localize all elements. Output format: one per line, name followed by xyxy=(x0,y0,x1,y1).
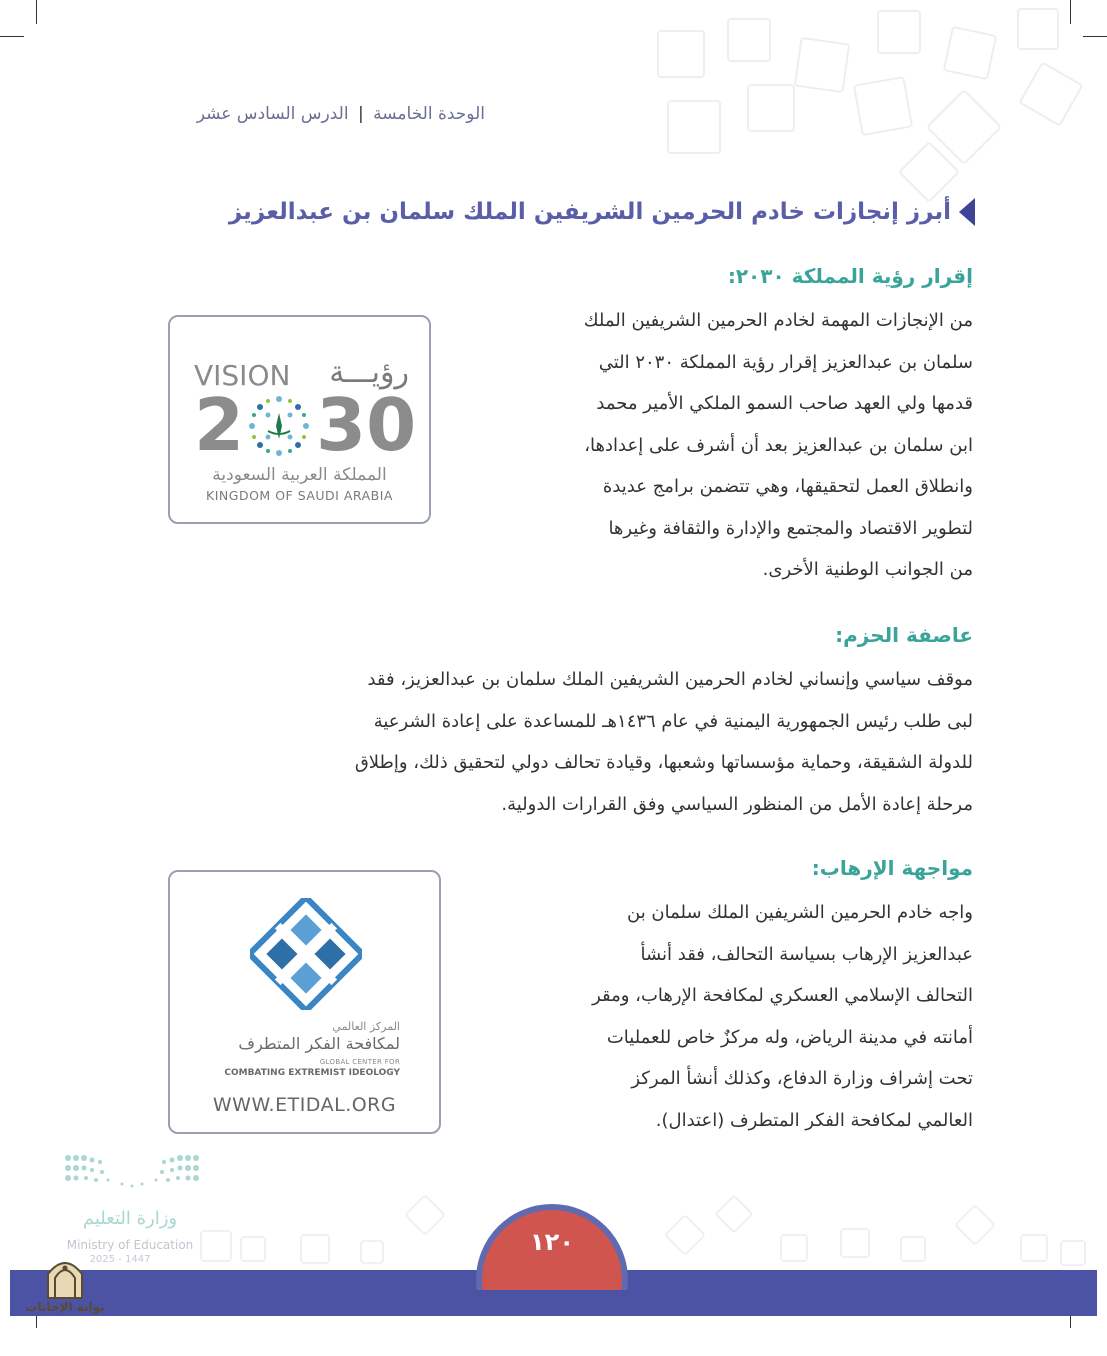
text-line: من الجوانب الوطنية الأخرى. xyxy=(762,559,973,580)
paragraph-storm xyxy=(168,659,973,825)
etidal-emblem-icon xyxy=(250,898,362,1010)
ministry-dots-icon xyxy=(62,1152,202,1192)
text-line: عبدالعزيز الإرهاب بسياسة التحالف، فقد أنشأ xyxy=(640,943,973,965)
text-line: سلمان بن عبدالعزيز إقرار رؤية المملكة ٢٠٣٠ التي xyxy=(598,351,973,373)
vision-digits xyxy=(192,383,417,467)
watermark-text: بوابة الإجابات xyxy=(25,1300,105,1314)
text-line: واجه خادم الحرمين الشريفين الملك سلمان بن xyxy=(627,902,973,923)
page-number-badge xyxy=(476,1204,628,1356)
main-title-text: أبرز إنجازات خادم الحرمين الشريفين الملك سلمان بن عبدالعزيز xyxy=(228,199,951,225)
section-title-vision: إقرار رؤية المملكة ٢٠٣٠: xyxy=(727,264,973,288)
lesson-label: الدرس السادس عشر xyxy=(196,104,349,124)
text-line: ابن سلمان بن عبدالعزيز بعد أن أشرف على إعدادها، xyxy=(584,434,973,456)
section-title-terror: مواجهة الإرهاب: xyxy=(811,856,973,880)
text-line: لتطوير الاقتصاد والمجتمع والإدارة والثقافة وغيرها xyxy=(608,517,973,539)
etidal-arabic-line1: المركز العالمي xyxy=(332,1020,400,1033)
chevron-left-icon xyxy=(959,198,975,226)
ministry-year: 2025 - 1447 xyxy=(89,1254,151,1265)
text-line: مرحلة إعادة الأمل من المنظور السياسي وفق القرارات الدولية. xyxy=(501,793,973,815)
vision-latin: VISION xyxy=(194,359,291,392)
etidal-logo xyxy=(168,870,441,1134)
decorative-pattern xyxy=(647,0,1107,230)
section-title-storm: عاصفة الحزم: xyxy=(835,623,973,647)
etidal-english-line2: COMBATING EXTREMIST IDEOLOGY xyxy=(224,1068,400,1078)
main-title xyxy=(229,198,975,226)
unit-lesson-header xyxy=(197,104,485,124)
vision-arabic: رؤيـــة xyxy=(329,355,409,390)
watermark-logo-icon xyxy=(44,1254,86,1300)
text-line: لبى طلب رئيس الجمهورية اليمنية في عام ١٤٣٦هـ للمساعدة على إعادة الشرعية xyxy=(373,710,973,732)
text-line: أمانته في مدينة الرياض، وله مركزٌ خاص للعمليات xyxy=(606,1026,973,1048)
vision-emblem-icon xyxy=(246,393,312,459)
kingdom-arabic: المملكة العربية السعودية xyxy=(212,465,387,485)
text-line: موقف سياسي وإنساني لخادم الحرمين الشريفين الملك سلمان بن عبدالعزيز، فقد xyxy=(367,669,973,690)
text-line: التحالف الإسلامي العسكري لمكافحة الإرهاب، ومقر xyxy=(592,985,973,1006)
paragraph-terror xyxy=(479,892,973,1141)
paragraph-vision xyxy=(468,300,973,591)
text-line: تحت إشراف وزارة الدفاع، وكذلك أنشأ المركز xyxy=(631,1068,973,1089)
etidal-url: WWW.ETIDAL.ORG xyxy=(212,1094,397,1116)
header-separator: | xyxy=(357,104,364,124)
decorative-pattern xyxy=(200,1180,1100,1270)
vision-2030-logo xyxy=(168,315,431,524)
text-line: وانطلاق العمل لتحقيقها، وهي تتضمن برامج عديدة xyxy=(602,476,973,497)
etidal-arabic-line2: لمكافحة الفكر المتطرف xyxy=(238,1034,400,1053)
crop-mark xyxy=(0,36,24,37)
text-line: للدولة الشقيقة، وحماية مؤسساتها وشعبها، وقيادة تحالف دولي لتحقيق ذلك، وإطلاق xyxy=(354,752,973,773)
text-line: العالمي لمكافحة الفكر المتطرف (اعتدال). xyxy=(655,1109,973,1131)
text-line: قدمها ولي العهد صاحب السمو الملكي الأمير محمد xyxy=(596,393,973,414)
etidal-english-line1: GLOBAL CENTER FOR xyxy=(319,1058,400,1066)
page-number: ١٢٠ xyxy=(530,1228,574,1256)
ministry-name-english: Ministry of Education xyxy=(66,1238,194,1252)
ministry-name-arabic: وزارة التعليم xyxy=(82,1208,178,1229)
unit-label: الوحدة الخامسة xyxy=(373,104,485,124)
text-line: من الإنجازات المهمة لخادم الحرمين الشريفين الملك xyxy=(583,310,973,331)
kingdom-english: KINGDOM OF SAUDI ARABIA xyxy=(206,488,393,503)
crop-mark xyxy=(36,0,37,24)
digit-two: 2 xyxy=(194,383,245,467)
digits-thirty: 30 xyxy=(316,383,417,467)
